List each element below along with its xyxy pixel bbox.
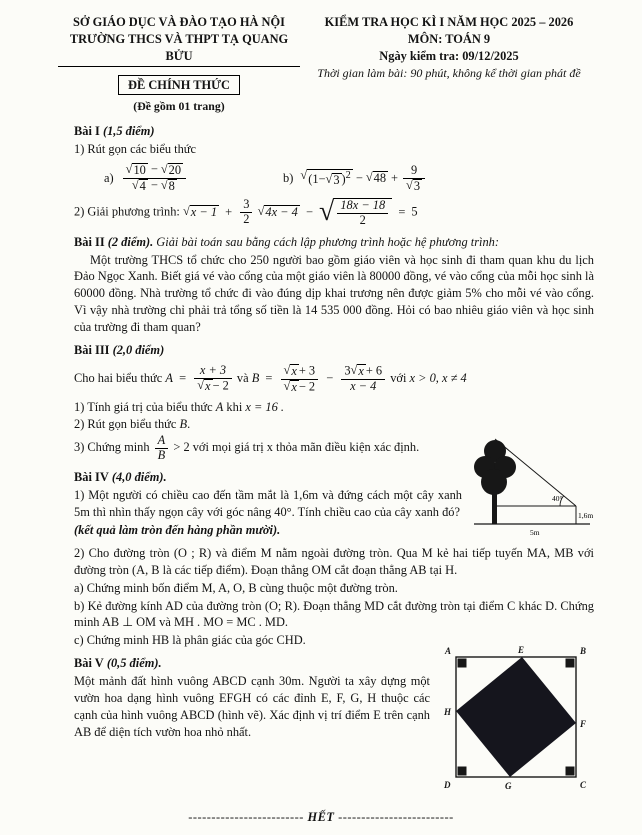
radicand (334, 198, 392, 228)
bai3-points: (2,0 điểm) (112, 342, 165, 357)
exam-duration: Thời gian làm bài: 90 phút, không kể thời gian phát đề (317, 65, 581, 80)
minus-sign: − (355, 171, 363, 186)
radicand: √ 3 (413, 178, 421, 193)
den-rest: − 2 (212, 378, 229, 393)
radicand: √ 8 (168, 179, 175, 194)
official-box-row (58, 67, 300, 96)
numerator: √ 18x − 18 (337, 199, 388, 214)
denominator: B (157, 448, 166, 463)
q2-text: 2) Rút gọn biểu thức (74, 417, 177, 432)
vertex-label-D: D (444, 780, 451, 791)
equals-sign: = (179, 371, 187, 385)
equals-sign: = (398, 204, 406, 219)
expression-b (283, 164, 427, 194)
fraction (337, 199, 388, 228)
equals-sign: = (265, 371, 273, 385)
num-rest: + 3 (298, 363, 316, 378)
department-name: SỞ GIÁO DỤC VÀ ĐÀO TẠO HÀ NỘI (73, 15, 285, 29)
exam-body (74, 123, 594, 792)
var-B: B (179, 417, 188, 432)
bai1-points: (1,5 điểm) (102, 124, 155, 139)
tree-figure (472, 435, 594, 541)
exponent: 2 (345, 170, 351, 182)
sqrt (132, 179, 148, 194)
sqrt (197, 379, 212, 394)
vertex-label-H: H (444, 707, 452, 718)
bai5-points: (0,5 điểm). (106, 656, 162, 671)
numerator (341, 364, 385, 380)
bai1-expressions (74, 163, 594, 194)
exam-subject: MÔN: TOÁN 9 (407, 31, 491, 46)
denominator (123, 179, 186, 194)
bai5-problem-text: Một mảnh đất hình vuông ABCD cạnh 30m. Người ta xây dựng một vườn hoa dạng hình vuông EFGH có các đỉnh E, F, G, H thuộc các cạnh của hình vuông ABCD (hình vẽ). Xác định vị trí điểm E trên cạnh AB để diện tích vườn hoa nhỏ nhất. (74, 674, 430, 739)
condition-word: với (390, 371, 407, 385)
footer-dashes-right: ------------------------- (338, 810, 454, 825)
denominator (403, 179, 425, 194)
sqrt (126, 163, 148, 178)
bai2-title-label: Bài II (74, 234, 105, 249)
plus-sign: + (391, 171, 399, 186)
bai2-intro: Giải bài toán sau bằng cách lập phương trình hoặc hệ phương trình: (156, 234, 499, 249)
radicand: √ x (205, 379, 211, 394)
footer-dashes-left: ------------------------- (188, 810, 304, 825)
vertex-label-G: G (505, 781, 512, 792)
fraction (123, 163, 186, 194)
minus-sign: − (305, 204, 313, 219)
denominator: 2 (243, 212, 250, 227)
pages-note: (Đề gồm 01 trang) (133, 99, 225, 114)
bai3-q2 (74, 416, 594, 433)
school-name-row (58, 31, 300, 67)
bai3-title-label: Bài III (74, 342, 110, 357)
radicand: √ x − 1 (190, 205, 218, 220)
denominator: x − 4 (350, 379, 377, 394)
bai1-q1: 1) Rút gọn các biểu thức (74, 142, 196, 157)
word-and: và (236, 371, 249, 385)
section-bai-2 (74, 234, 594, 336)
exam-title: KIỂM TRA HỌC KÌ I NĂM HỌC 2025 – 2026 (324, 15, 574, 29)
distance-label: 5m (530, 528, 540, 538)
radicand: √ x (358, 364, 364, 379)
sqrt (284, 364, 299, 379)
radicand: √ 3 (333, 173, 340, 188)
label-b: b) (283, 171, 294, 186)
official-exam-label: ĐỀ CHÍNH THỨC (118, 75, 240, 96)
q1-value: x = 16 . (245, 399, 285, 414)
sqrt (326, 173, 342, 188)
end-label: HẾT (307, 810, 335, 825)
tree-icon (474, 440, 516, 524)
var-B: B (251, 371, 260, 385)
sqrt (258, 205, 300, 220)
q3-text: 3) Chứng minh (74, 440, 150, 455)
sqrt (161, 179, 177, 194)
q1-mid: khi (226, 399, 243, 414)
section-bai-1 (74, 123, 594, 227)
bai3-title (74, 342, 594, 359)
vertex-label-C: C (580, 780, 587, 791)
section-bai-4 (74, 469, 594, 649)
radicand: √ x (291, 379, 297, 394)
bai4-qa: a) Chứng minh bốn điểm M, A, O, B cùng thuộc một đường tròn. (74, 580, 398, 595)
bai1-q2 (74, 198, 594, 228)
var-A: A (165, 371, 173, 385)
bai1-title (74, 123, 594, 140)
label-a: a) (104, 171, 114, 186)
fraction-AB (155, 434, 169, 463)
sqrt (366, 171, 388, 186)
minus-sign: − (326, 371, 334, 385)
var-A: A (215, 399, 224, 414)
bai2-problem-text: Một trường THCS tổ chức cho 250 người bao gồm giáo viên và học sinh đi tham quan khu du lịch Đảo Ngọc Xanh. Biết giá vé vào cổng của một giáo viên là 80000 đồng, vé vào cổng của mỗi học sinh là 60000 đồng. Nhà trường tổ chức đi vào đúng dịp khai trương nên được giảm 5% cho mỗi vé vào cổng. Vì vậy nhà trường chỉ phải trả tổng số tiền là 14 535 000 đồng. Hỏi có bao nhiêu giáo viên và học sinh của trường đi tham quan? (74, 252, 594, 335)
radicand: √ 48 (373, 171, 387, 186)
header-left (58, 14, 300, 114)
sqrt (406, 179, 422, 194)
bai4-points: (4,0 điểm). (111, 470, 167, 485)
radicand: √ 4 (139, 179, 146, 194)
header-right (304, 14, 594, 114)
bai4-q1: 1) Một người có chiều cao đến tầm mắt là 1,6m và đứng cách một cây xanh 5m thì nhìn thấy ngọn cây với góc nâng 40°. Tính chiều cao của cây xanh đó? (74, 487, 462, 519)
school-name: TRƯỜNG THCS VÀ THPT TẠ QUANG BỬU (58, 31, 300, 67)
sqrt (161, 163, 183, 178)
q1-text: 1) Tính giá trị của biểu thức (74, 399, 213, 414)
radicand: √ 20 (168, 163, 182, 178)
sqrt (300, 169, 352, 188)
bai3-intro: Cho hai biểu thức (74, 371, 163, 385)
q2-period: . (187, 417, 191, 432)
vertex-label-E: E (518, 645, 525, 656)
numerator (123, 163, 186, 179)
bai5-title-label: Bài V (74, 656, 104, 671)
section-bai-5 (74, 645, 594, 792)
denominator (194, 379, 232, 394)
num-rest: + 6 (365, 363, 383, 378)
condition-math: x > 0, x ≠ 4 (409, 371, 467, 385)
bai2-points: (2 điểm). (107, 234, 154, 249)
minus-sign: − (150, 162, 158, 177)
bai4-q1-note: (kết quả làm tròn đến hàng phần mười). (74, 522, 281, 537)
numerator: x + 3 (194, 364, 232, 379)
fraction-B2 (341, 364, 385, 394)
sqrt (183, 205, 219, 220)
fraction-A (194, 364, 232, 394)
radicand: √ 10 (133, 163, 146, 178)
angle-label: 40° (552, 494, 563, 504)
inner-square (456, 657, 576, 777)
bai4-qc: c) Chứng minh HB là phân giác của góc CHD. (74, 633, 306, 648)
radicand: √ x (291, 363, 297, 378)
q2-label: 2) Giải phương trình: (74, 204, 180, 219)
header (58, 14, 594, 114)
bai4-title-label: Bài IV (74, 470, 109, 485)
numerator: A (155, 434, 169, 449)
plus-sign: + (225, 204, 233, 219)
sqrt (284, 380, 299, 395)
garden-square-figure (442, 643, 594, 791)
fraction (403, 164, 425, 194)
den-rest: − 2 (298, 378, 316, 393)
paren-open: (1− (308, 172, 326, 187)
denominator (281, 380, 319, 395)
rhs-value: 5 (411, 204, 418, 219)
numerator (281, 364, 319, 380)
fraction-B1 (281, 364, 319, 395)
radicand: √ 4x − 4 (265, 205, 298, 220)
bai3-q1 (74, 399, 594, 416)
coefficient: 3 (344, 363, 351, 378)
denominator: 2 (359, 212, 366, 227)
minus-sign: − (150, 178, 158, 193)
bai4-qb: b) Kẻ đường kính AD của đường tròn (O; R). Đoạn thẳng MD cắt đường tròn tại điểm C khác D. Chứng minh AB ⊥ OM và MH . MO = MC . MD. (74, 598, 594, 630)
numerator: 9 (403, 164, 425, 179)
bai4-q2: 2) Cho đường tròn (O ; R) và điểm M nằm ngoài đường tròn. Qua M kẻ hai tiếp tuyến MA, MB với đường tròn (A, B là các tiếp điểm). Đoạn thẳng OM cắt đoạn thẳng AB tại H. (74, 546, 594, 577)
expression-a (104, 163, 188, 194)
sqrt (319, 198, 392, 228)
eye-height-label: 1,6m (578, 511, 594, 521)
radicand (307, 169, 353, 188)
paren-close: ) (341, 172, 346, 187)
bai1-title-label: Bài I (74, 124, 100, 139)
bai3-definitions (74, 364, 594, 395)
vertex-label-F: F (580, 719, 587, 730)
vertex-label-A: A (445, 646, 452, 657)
vertex-label-B: B (580, 646, 587, 657)
q3-rest: > 2 với mọi giá trị x thỏa mãn điều kiện xác định. (173, 440, 420, 455)
sqrt (351, 364, 366, 379)
numerator: 3 (240, 198, 252, 213)
fraction (240, 198, 252, 227)
exam-date: Ngày kiểm tra: 09/12/2025 (379, 48, 519, 63)
bai2-title (74, 234, 594, 251)
footer (0, 809, 642, 826)
